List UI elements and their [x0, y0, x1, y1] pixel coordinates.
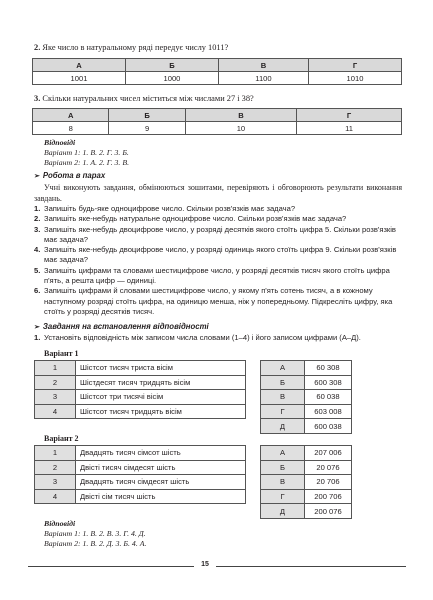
item-number: 1.	[34, 333, 41, 342]
spacer	[246, 361, 261, 376]
number-in-words: Двісті сім тисяч шість	[76, 489, 246, 504]
option-value: 10	[185, 122, 296, 135]
list-item	[34, 225, 402, 246]
option-value: 9	[109, 122, 185, 135]
spacer	[246, 460, 261, 475]
row-number: 4	[35, 489, 76, 504]
option-letter: Б	[261, 375, 305, 390]
option-value: 1000	[125, 72, 218, 85]
answer-line: Варіант 2: 1. В. 2. Д. 3. Б. 4. А.	[44, 539, 147, 548]
option-number: 200 706	[305, 489, 352, 504]
spacer	[246, 504, 261, 519]
spacer	[35, 504, 76, 519]
list-item	[34, 266, 402, 287]
answers-heading: Відповіді	[44, 519, 76, 528]
option-number: 200 076	[305, 504, 352, 519]
option-number: 60 038	[305, 390, 352, 405]
item-text: Запишіть яке-небудь натуральне одноцифрове число. Скільки розв'язків має задача?	[44, 214, 347, 224]
variant-2-title: Варіант 2	[44, 434, 79, 443]
option-header: Г	[297, 109, 402, 122]
spacer	[76, 504, 246, 519]
item-number: 2.	[34, 214, 41, 224]
answers-block-1	[44, 138, 129, 168]
number-in-words: Шістсот три тисячі вісім	[76, 390, 246, 405]
option-number: 603 008	[305, 404, 352, 419]
question-number: 2.	[34, 43, 41, 52]
option-number: 600 308	[305, 375, 352, 390]
option-letter: В	[261, 390, 305, 405]
option-number: 20 076	[305, 460, 352, 475]
question-2-options-table	[32, 58, 402, 85]
number-in-words: Шістсот тисяч тридцять вісім	[76, 404, 246, 419]
spacer	[246, 375, 261, 390]
row-number: 4	[35, 404, 76, 419]
option-value: 1001	[33, 72, 126, 85]
question-number: 3.	[34, 94, 41, 103]
number-in-words: Двісті тисяч сімдесят шість	[76, 460, 246, 475]
item-number: 4.	[34, 245, 41, 255]
item-number: 6.	[34, 286, 41, 296]
option-number: 207 006	[305, 446, 352, 461]
footer-rule-left	[28, 566, 194, 567]
spacer	[246, 419, 261, 434]
item-text: Запишіть цифрами й словами шестицифрове число, у якому п'ять сотень тисяч, а в кожному наступному розряді стоїть цифра, на одиницю менша, ніж у попередньому. Підкресліть цифру, яка стоїть у розряді десятків тисяч.	[44, 286, 393, 316]
option-header: А	[33, 109, 109, 122]
question-3	[34, 93, 254, 104]
row-number: 3	[35, 475, 76, 490]
row-number: 3	[35, 390, 76, 405]
option-header: Г	[308, 59, 401, 72]
option-letter: Б	[261, 460, 305, 475]
pairs-intro: Учні виконують завдання, обмінюються зошитами, перевіряють і обговорюють результати виконання завдань.	[34, 183, 402, 203]
list-item	[34, 204, 402, 214]
option-number: 20 706	[305, 475, 352, 490]
spacer	[246, 404, 261, 419]
section-title: Робота в парах	[42, 171, 106, 180]
spacer	[246, 390, 261, 405]
variant-2-matching-table	[34, 445, 352, 519]
footer-rule-right	[216, 566, 406, 567]
option-letter: Г	[261, 489, 305, 504]
option-value: 11	[297, 122, 402, 135]
question-text: Скільки натуральних чисел міститься між числами 27 і 38?	[42, 94, 254, 103]
spacer	[35, 419, 76, 434]
item-number: 5.	[34, 265, 41, 275]
option-header: Б	[109, 109, 185, 122]
pairs-task-list	[34, 204, 402, 317]
option-header: В	[185, 109, 296, 122]
row-number: 2	[35, 375, 76, 390]
option-header: В	[218, 59, 308, 72]
list-item	[34, 333, 404, 343]
item-text: Запишіть будь-яке одноцифрове число. Скільки розв'язків має задача?	[44, 204, 296, 213]
option-letter: Д	[261, 504, 305, 519]
list-item	[34, 286, 402, 317]
option-letter: А	[261, 361, 305, 376]
item-number: 3.	[34, 224, 41, 234]
item-text: Установіть відповідність між записом числа словами (1–4) і його записом цифрами (А–Д).	[44, 333, 361, 342]
option-letter: Г	[261, 404, 305, 419]
question-text: Яке число в натуральному ряді передує числу 1011?	[42, 43, 229, 52]
option-value: 1100	[218, 72, 308, 85]
spacer	[246, 475, 261, 490]
answers-heading: Відповіді	[44, 138, 76, 147]
answer-line: Варіант 1: 1. В. 2. Г. 3. Б.	[44, 148, 129, 157]
item-text: Запишіть цифрами та словами шестицифрове число, у розряді десятків тисяч якого стоїть цифра п'ять, а решта цифр — одиниці.	[44, 265, 390, 286]
matching-task	[34, 333, 404, 343]
row-number: 1	[35, 361, 76, 376]
option-number: 60 308	[305, 361, 352, 376]
page-number: 15	[201, 561, 209, 568]
option-number: 600 038	[305, 419, 352, 434]
option-header: А	[33, 59, 126, 72]
number-in-words: Двадцять тисяч сімсот шість	[76, 446, 246, 461]
question-3-options-table	[32, 108, 402, 135]
option-letter: В	[261, 475, 305, 490]
item-number: 1.	[34, 204, 41, 213]
list-item	[34, 245, 402, 266]
section-title: Завдання на встановлення відповідності	[42, 322, 209, 331]
option-value: 1010	[308, 72, 401, 85]
option-letter: Д	[261, 419, 305, 434]
option-header: Б	[125, 59, 218, 72]
answer-line: Варіант 1: 1. В. 2. В. 3. Г. 4. Д.	[44, 529, 146, 538]
number-in-words: Шістсот тисяч триста вісім	[76, 361, 246, 376]
list-item	[34, 214, 402, 224]
spacer	[246, 489, 261, 504]
variant-1-title: Варіант 1	[44, 349, 79, 358]
item-text: Запишіть яке-небудь двоцифрове число, у розряді десятків якого стоїть цифра 5. Скільки розв'язків має задача?	[44, 224, 396, 244]
row-number: 2	[35, 460, 76, 475]
variant-1-matching-table	[34, 360, 352, 434]
row-number: 1	[35, 446, 76, 461]
spacer	[76, 419, 246, 434]
option-value: 8	[33, 122, 109, 135]
spacer	[246, 446, 261, 461]
triangle-bullet-icon: ➢	[34, 324, 40, 331]
question-2	[34, 42, 228, 53]
answers-block-2	[44, 519, 146, 549]
section-heading-matching	[34, 322, 209, 331]
item-text: Запишіть яке-небудь двоцифрове число, у розряді одиниць якого стоїть цифра 9. Скільки розв'язків має задача?	[44, 245, 397, 265]
number-in-words: Шістдесят тисяч тридцять вісім	[76, 375, 246, 390]
answer-line: Варіант 2: 1. А. 2. Г. 3. В.	[44, 158, 130, 167]
number-in-words: Двадцять тисяч сімдесят шість	[76, 475, 246, 490]
section-heading-pairs	[34, 171, 105, 180]
option-letter: А	[261, 446, 305, 461]
triangle-bullet-icon: ➢	[34, 173, 40, 180]
